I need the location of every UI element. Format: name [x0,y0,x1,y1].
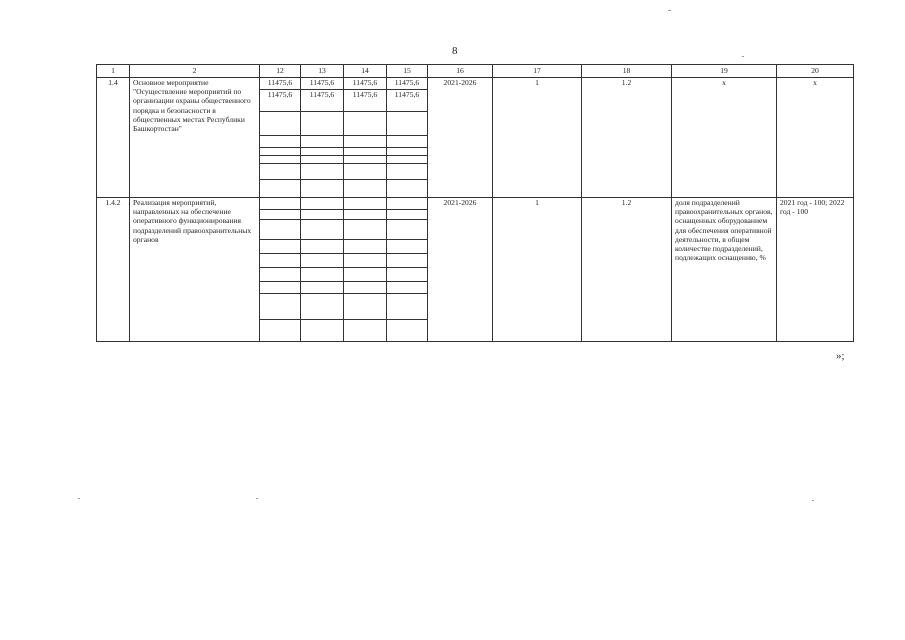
empty-cell [344,254,387,268]
table-row [97,78,854,90]
empty-cell [387,240,428,254]
col-header: 15 [387,65,428,78]
empty-cell [260,240,301,254]
empty-cell [301,164,344,180]
empty-cell [344,148,387,156]
row-name: Реализация мероприятий, направленных на обеспечение оперативного функционирования подразделений правоохранительных органов [130,198,260,342]
col17-cell: 1 [493,198,582,342]
col-header: 16 [428,65,493,78]
col-header: 1 [97,65,130,78]
empty-cell [260,254,301,268]
amount-cell: 11475,6 [260,90,301,112]
empty-cell [260,136,301,148]
empty-cell [260,164,301,180]
empty-cell [301,220,344,240]
scan-speck [742,56,744,57]
col-header: 19 [672,65,777,78]
empty-cell [301,294,344,320]
period-cell: 2021-2026 [428,198,493,342]
empty-cell [301,148,344,156]
empty-cell [301,254,344,268]
empty-cell [301,180,344,198]
empty-cell [260,156,301,164]
col-header: 12 [260,65,301,78]
scan-speck [668,10,671,11]
amount-cell: 11475,6 [387,78,428,90]
empty-cell [344,240,387,254]
period-cell: 2021-2026 [428,78,493,198]
target-values-cell: 2021 год - 100; 2022 год - 100 [777,198,854,342]
empty-cell [260,198,301,210]
empty-cell [387,220,428,240]
empty-cell [344,320,387,342]
empty-cell [387,198,428,210]
empty-cell [344,282,387,294]
empty-cell [344,210,387,220]
empty-cell [260,148,301,156]
amount-cell: 11475,6 [387,90,428,112]
empty-cell [301,198,344,210]
empty-cell [301,156,344,164]
header-row [97,65,854,78]
empty-cell [344,198,387,210]
col-header: 13 [301,65,344,78]
empty-cell [301,240,344,254]
empty-cell [260,220,301,240]
empty-cell [387,136,428,148]
empty-cell [387,254,428,268]
col-header: 2 [130,65,260,78]
empty-cell [301,112,344,136]
empty-cell [344,112,387,136]
col-header: 14 [344,65,387,78]
empty-cell [344,268,387,282]
empty-cell [344,220,387,240]
empty-cell [387,294,428,320]
empty-cell [387,164,428,180]
empty-cell [387,320,428,342]
scan-speck [256,498,258,499]
empty-cell [344,136,387,148]
amount-cell: 11475,6 [344,90,387,112]
program-table [96,64,854,342]
table-row [97,198,854,210]
amount-cell: 11475,6 [260,78,301,90]
row-code: 1.4.2 [97,198,130,342]
amount-cell: 11475,6 [344,78,387,90]
page-number: 8 [452,45,458,57]
scan-speck [78,498,80,499]
empty-cell [344,156,387,164]
empty-cell [260,282,301,294]
empty-cell [387,210,428,220]
empty-cell [260,320,301,342]
amount-cell: 11475,6 [301,78,344,90]
empty-cell [387,148,428,156]
col20-cell: х [777,78,854,198]
empty-cell [260,210,301,220]
col19-cell: х [672,78,777,198]
col18-cell: 1.2 [582,78,672,198]
empty-cell [387,180,428,198]
col18-cell: 1.2 [582,198,672,342]
closing-quote-mark: »; [836,350,845,362]
empty-cell [344,164,387,180]
empty-cell [387,112,428,136]
empty-cell [260,268,301,282]
indicator-cell: доля подразделений правоохранительных органов, оснащенных оборудованием для обеспечения оперативной деятельности, в общем количестве подразделений, подлежащих оснащению, % [672,198,777,342]
empty-cell [301,136,344,148]
empty-cell [387,268,428,282]
row-name: Основное мероприятие "Осуществление мероприятий по организации охраны общественного порядка и безопасности в общественных местах Республики Башкортостан" [130,78,260,198]
empty-cell [301,210,344,220]
empty-cell [260,180,301,198]
col17-cell: 1 [493,78,582,198]
amount-cell: 11475,6 [301,90,344,112]
col-header: 18 [582,65,672,78]
empty-cell [344,180,387,198]
col-header: 20 [777,65,854,78]
empty-cell [301,268,344,282]
empty-cell [387,282,428,294]
row-code: 1.4 [97,78,130,198]
empty-cell [301,320,344,342]
empty-cell [301,282,344,294]
col-header: 17 [493,65,582,78]
empty-cell [260,294,301,320]
empty-cell [260,112,301,136]
empty-cell [344,294,387,320]
scan-speck [812,500,814,501]
empty-cell [387,156,428,164]
